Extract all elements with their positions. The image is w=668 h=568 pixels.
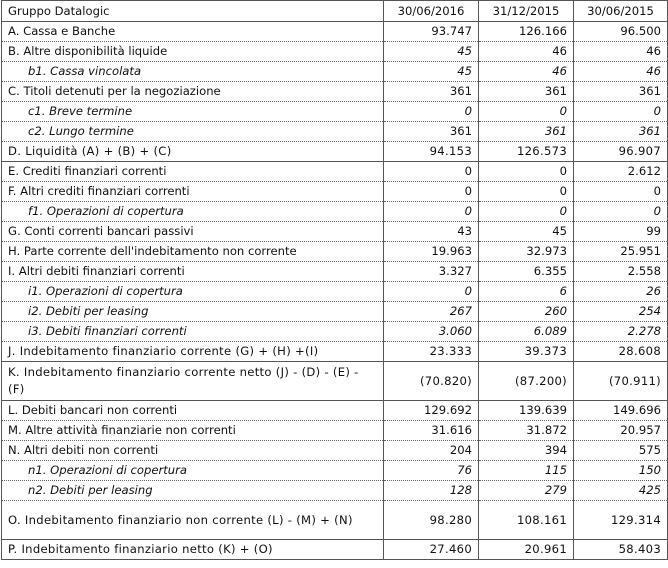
row-label: F. Altri crediti finanziari correnti xyxy=(2,182,384,202)
row-value: 2.558 xyxy=(574,262,668,282)
row-label: O. Indebitamento finanziario non corrente (L) - (M) + (N) xyxy=(2,501,384,540)
row-value: 0 xyxy=(384,162,479,182)
row-value: (70.911) xyxy=(574,362,668,401)
row-value: 0 xyxy=(384,282,479,302)
row-label: E. Crediti finanziari correnti xyxy=(2,162,384,182)
row-value: 96.500 xyxy=(574,22,668,42)
table-row xyxy=(2,262,668,282)
row-value: 0 xyxy=(574,202,668,222)
table-row xyxy=(2,222,668,242)
row-label: B. Altre disponibilità liquide xyxy=(2,42,384,62)
row-value: 99 xyxy=(574,222,668,242)
row-value: 96.907 xyxy=(574,142,668,162)
row-value: 279 xyxy=(479,481,574,501)
row-value: 149.696 xyxy=(574,401,668,421)
date-column-header: 31/12/2015 xyxy=(479,1,574,22)
row-label: M. Altre attività finanziarie non correnti xyxy=(2,421,384,441)
row-label: c1. Breve termine xyxy=(2,102,384,122)
row-value: 6 xyxy=(479,282,574,302)
row-label: I. Altri debiti finanziari correnti xyxy=(2,262,384,282)
row-value: 0 xyxy=(479,102,574,122)
row-value: 260 xyxy=(479,302,574,322)
table-row xyxy=(2,62,668,82)
row-value: 115 xyxy=(479,461,574,481)
table-row xyxy=(2,461,668,481)
row-value: 0 xyxy=(574,102,668,122)
row-label: D. Liquidità (A) + (B) + (C) xyxy=(2,142,384,162)
row-value: 0 xyxy=(479,202,574,222)
table-row xyxy=(2,540,668,560)
row-value: (87.200) xyxy=(479,362,574,401)
row-value: 575 xyxy=(574,441,668,461)
row-value: 45 xyxy=(479,222,574,242)
row-label: n2. Debiti per leasing xyxy=(2,481,384,501)
table-row xyxy=(2,122,668,142)
row-label: b1. Cassa vincolata xyxy=(2,62,384,82)
row-value: 2.278 xyxy=(574,322,668,342)
row-value: 129.314 xyxy=(574,501,668,540)
table-body xyxy=(2,22,668,560)
row-value: 46 xyxy=(574,42,668,62)
row-value: 25.951 xyxy=(574,242,668,262)
row-value: 58.403 xyxy=(574,540,668,560)
row-value: 31.872 xyxy=(479,421,574,441)
table-row xyxy=(2,342,668,362)
row-value: 20.957 xyxy=(574,421,668,441)
row-value: 361 xyxy=(479,82,574,102)
table-row xyxy=(2,22,668,42)
row-value: 361 xyxy=(384,122,479,142)
table-row xyxy=(2,142,668,162)
header-row xyxy=(2,1,668,22)
row-value: 267 xyxy=(384,302,479,322)
row-label: L. Debiti bancari non correnti xyxy=(2,401,384,421)
row-value: 254 xyxy=(574,302,668,322)
table-row xyxy=(2,102,668,122)
table-row xyxy=(2,302,668,322)
row-label: N. Altri debiti non correnti xyxy=(2,441,384,461)
row-value: 94.153 xyxy=(384,142,479,162)
table-row xyxy=(2,501,668,540)
row-value: 6.355 xyxy=(479,262,574,282)
row-value: 32.973 xyxy=(479,242,574,262)
row-value: 0 xyxy=(384,182,479,202)
row-value: 46 xyxy=(479,42,574,62)
row-label: i2. Debiti per leasing xyxy=(2,302,384,322)
row-value: 20.961 xyxy=(479,540,574,560)
row-value: 0 xyxy=(479,162,574,182)
row-label: c2. Lungo termine xyxy=(2,122,384,142)
row-value: 3.060 xyxy=(384,322,479,342)
row-label: H. Parte corrente dell'indebitamento non corrente xyxy=(2,242,384,262)
row-value: 98.280 xyxy=(384,501,479,540)
row-value: 23.333 xyxy=(384,342,479,362)
row-value: 31.616 xyxy=(384,421,479,441)
row-value: 126.166 xyxy=(479,22,574,42)
row-value: 361 xyxy=(574,122,668,142)
table-row xyxy=(2,362,668,401)
row-value: 43 xyxy=(384,222,479,242)
row-label: C. Titoli detenuti per la negoziazione xyxy=(2,82,384,102)
row-value: 28.608 xyxy=(574,342,668,362)
row-value: 0 xyxy=(479,182,574,202)
date-column-header: 30/06/2015 xyxy=(574,1,668,22)
row-value: 126.573 xyxy=(479,142,574,162)
table-row xyxy=(2,182,668,202)
date-column-header: 30/06/2016 xyxy=(384,1,479,22)
row-value: 0 xyxy=(574,182,668,202)
row-label: K. Indebitamento finanziario corrente netto (J) - (D) - (E) - (F) xyxy=(2,362,384,401)
row-value: 425 xyxy=(574,481,668,501)
row-value: 0 xyxy=(384,202,479,222)
table-row xyxy=(2,322,668,342)
table-row xyxy=(2,202,668,222)
net-financial-position-table xyxy=(1,0,668,560)
row-label: i1. Operazioni di copertura xyxy=(2,282,384,302)
row-value: 46 xyxy=(479,62,574,82)
row-value: 26 xyxy=(574,282,668,302)
table-row xyxy=(2,162,668,182)
table-title: Gruppo Datalogic xyxy=(2,1,384,22)
row-value: 0 xyxy=(384,102,479,122)
table-row xyxy=(2,42,668,62)
row-value: 108.161 xyxy=(479,501,574,540)
row-value: 39.373 xyxy=(479,342,574,362)
table-row xyxy=(2,401,668,421)
row-label: J. Indebitamento finanziario corrente (G) + (H) +(I) xyxy=(2,342,384,362)
row-value: 139.639 xyxy=(479,401,574,421)
row-value: 45 xyxy=(384,62,479,82)
table-row xyxy=(2,82,668,102)
row-value: 27.460 xyxy=(384,540,479,560)
row-value: 46 xyxy=(574,62,668,82)
row-value: 129.692 xyxy=(384,401,479,421)
table-row xyxy=(2,421,668,441)
row-value: 19.963 xyxy=(384,242,479,262)
table-row xyxy=(2,242,668,262)
row-label: P. Indebitamento finanziario netto (K) + (O) xyxy=(2,540,384,560)
row-label: n1. Operazioni di copertura xyxy=(2,461,384,481)
row-value: 150 xyxy=(574,461,668,481)
row-value: (70.820) xyxy=(384,362,479,401)
row-value: 3.327 xyxy=(384,262,479,282)
row-label: A. Cassa e Banche xyxy=(2,22,384,42)
row-value: 76 xyxy=(384,461,479,481)
row-value: 128 xyxy=(384,481,479,501)
table-row xyxy=(2,282,668,302)
row-value: 2.612 xyxy=(574,162,668,182)
row-value: 6.089 xyxy=(479,322,574,342)
row-value: 361 xyxy=(384,82,479,102)
table-row xyxy=(2,481,668,501)
row-value: 45 xyxy=(384,42,479,62)
row-value: 394 xyxy=(479,441,574,461)
table-row xyxy=(2,441,668,461)
row-value: 204 xyxy=(384,441,479,461)
row-label: f1. Operazioni di copertura xyxy=(2,202,384,222)
row-value: 361 xyxy=(479,122,574,142)
row-value: 361 xyxy=(574,82,668,102)
row-label: i3. Debiti finanziari correnti xyxy=(2,322,384,342)
row-value: 93.747 xyxy=(384,22,479,42)
row-label: G. Conti correnti bancari passivi xyxy=(2,222,384,242)
